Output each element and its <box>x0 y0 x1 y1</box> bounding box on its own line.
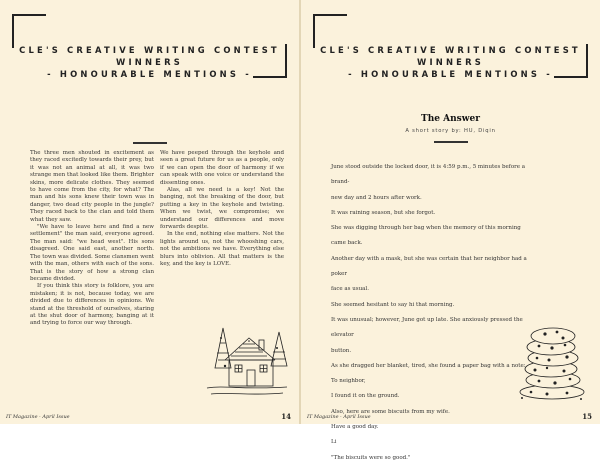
story-line: new day and 2 hours after work. <box>331 194 422 201</box>
story-line: She was digging through her bag when the memory of this morning came back. <box>331 225 521 247</box>
left-page <box>0 0 299 424</box>
story-line: It was raining season, but she forgot. <box>331 209 436 216</box>
paragraph: The three men shouted in excitement as they raced excitedly towards their prey, but it was not an animal at all, it was two strange men that looked like them. Brighter skins, more delicate clothes. They seemed to have come from the city, for what? The man and his sons knew their town was in danger, two dead city people in the jungle? They raced back to the clan and told them what they saw. <box>30 150 154 223</box>
story-line: She seemed hesitant to say hi that morning. <box>331 301 455 308</box>
story-line: June stood outside the locked door, it is 4:59 p.m., 5 minutes before a brand- <box>331 164 526 186</box>
story-line: To neighbor, <box>331 378 366 385</box>
house-illustration <box>205 308 289 404</box>
header-line-1: CLE'S CREATIVE WRITING CONTEST <box>19 45 280 55</box>
story-line: "The biscuits were so good." <box>331 454 411 461</box>
story-body <box>331 160 531 466</box>
header-line-2: WINNERS <box>417 57 484 67</box>
story-line: Also, here are some biscuits from my wife. <box>331 408 450 415</box>
corner-frame-top-left <box>12 14 46 48</box>
story-byline: A short story by: HU, Diqin <box>405 128 496 134</box>
header-line-3: - HONOURABLE MENTIONS - <box>348 69 553 79</box>
page-number: 14 <box>281 412 291 421</box>
page-number: 15 <box>582 412 592 421</box>
paragraph: "We have to leave here and find a new settlement" the man said, everyone agreed. The man said: "we head west". His sons disagreed. One said east, another north. The town was divided. Some clansmen went with the man, others with each of the sons. That is the story of how a strong clan became divided. <box>30 224 154 282</box>
corner-frame-top-left <box>313 14 347 48</box>
paragraph: In the end, nothing else matters. Not the lights around us, not the whooshing cars, not the ambitions we have. Everything else blurs into oblivion. All that matters is the key, and the key is LOVE. <box>160 231 284 268</box>
biscuits-illustration <box>517 322 587 402</box>
story-title: The Answer <box>421 114 480 124</box>
header-line-1: CLE'S CREATIVE WRITING CONTEST <box>320 45 581 55</box>
story-line: Have a good day. <box>331 424 379 431</box>
story-line: As she dragged her blanket, tired, she found a paper bag with a note: <box>331 362 526 369</box>
right-page <box>301 0 600 461</box>
text-column-1 <box>30 150 154 328</box>
text-column-2 <box>160 150 284 269</box>
story-line: I found it on the ground. <box>331 393 400 400</box>
separator-line <box>133 142 167 144</box>
separator-line <box>434 141 468 143</box>
footer-label: IT Magazine · April Issue <box>307 414 371 420</box>
header-line-2: WINNERS <box>116 57 183 67</box>
story-line: It was unusual; however, June got up late. She anxiously pressed the elevator <box>331 316 523 339</box>
paragraph: Alas, all we need is a key! Not the banging, not the breaking of the door, but putting a key in the keyhole and twisting. When we twist, we compromise; we understand our differences and move forwards despite. <box>160 187 284 231</box>
footer-label: IT Magazine · April Issue <box>6 414 70 420</box>
paragraph: If you think this story is folklore, you are mistaken; it is not, because today, we are divided due to differences in opinions. We stand at the threshold of ourselves, staring at the shut door of harmony, banging at it and trying to force our way through. <box>30 283 154 327</box>
section-header <box>301 44 600 80</box>
paragraph: We have peeped through the keyhole and seen a great future for us as a people, only if we can open the door of harmony if we can speak with one voice or understand the dissenting ones. <box>160 150 284 186</box>
header-line-3: - HONOURABLE MENTIONS - <box>47 69 252 79</box>
story-line: button. <box>331 347 352 354</box>
story-line: Li <box>331 439 337 446</box>
story-line: face as usual. <box>331 286 369 293</box>
section-header <box>0 44 299 80</box>
story-line: Another day with a mask, but she was certain that her neighbor had a poker <box>331 255 527 278</box>
